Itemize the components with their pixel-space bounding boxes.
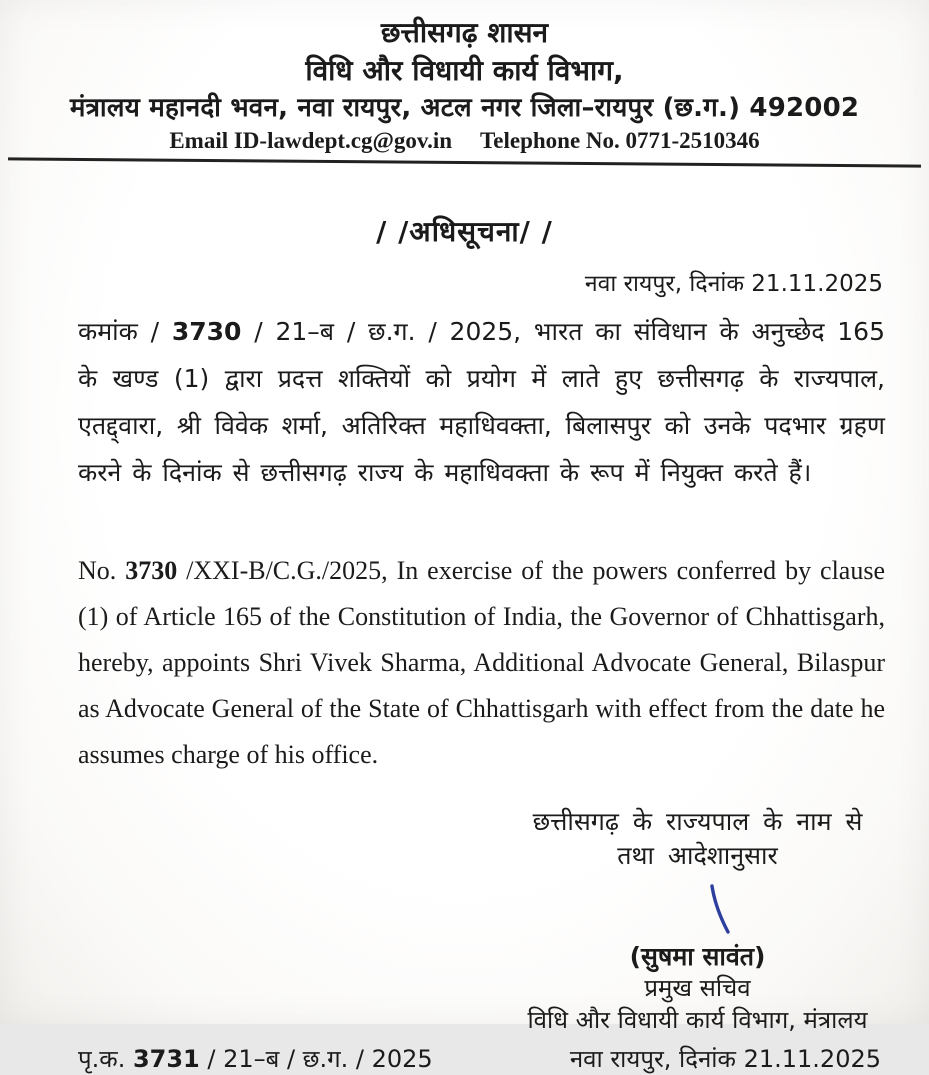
footer-place-date: नवा रायपुर, दिनांक 21.11.2025 <box>569 1045 881 1073</box>
english-ref-prefix: No. <box>78 556 126 585</box>
hindi-body-text: भारत का संविधान के अनुच्छेद 165 के खण्ड (1) द्वारा प्रदत्त शक्तियों को प्रयोग में लाते हुए छत्तीसगढ़ के राज्यपाल, एतद्द्वारा, श्री विवेक शर्मा, अतिरिक्त महाधिवक्ता, बिलासपुर को उनके पदभार ग्रहण करने के दिनांक से छत्तीसगढ़ राज्य के महाधिवक्ता के रूप में नियुक्त करते हैं। <box>78 317 885 487</box>
letterhead <box>0 0 929 156</box>
header-divider <box>8 157 921 167</box>
hindi-paragraph <box>0 308 929 496</box>
authority-line-2: तथा आदेशानुसार <box>617 841 778 870</box>
signature-block <box>505 804 890 1036</box>
email-label: Email ID-lawdept.cg@gov.in <box>169 128 453 153</box>
english-body-text: In exercise of the powers conferred by clause (1) of Article 165 of the Constitution of India, the Governor of Chhattisgarh, hereby, appoints Shri Vivek Sharma, Additional Advocate General, Bilaspur as Advocate General of the State of Chhattisgarh with effect from the date he assumes charge of his office. <box>78 556 886 769</box>
english-ref-suffix: /XXI-B/C.G./2025, <box>177 556 388 585</box>
signature-ink-stroke <box>505 883 890 941</box>
address-line: मंत्रालय महानदी भवन, नवा रायपुर, अटल नगर जिला–रायपुर (छ.ग.) 492002 <box>69 93 860 123</box>
authority-line-1: छत्तीसगढ़ के राज्यपाल के नाम से <box>532 807 863 836</box>
footer-row <box>0 1042 929 1075</box>
endorsement-suffix: / 21–ब / छ.ग. / 2025 <box>199 1045 433 1073</box>
department-name: विधि और विधायी कार्य विभाग, <box>305 54 624 87</box>
notification-title: / /अधिसूचना/ / <box>376 215 553 248</box>
signatory-department: विधि और विधायी कार्य विभाग, मंत्रालय <box>527 1006 868 1034</box>
endorsement-number <box>78 1042 433 1075</box>
contact-line <box>0 126 929 156</box>
signatory-designation: प्रमुख सचिव <box>644 974 751 1002</box>
government-name: छत्तीसगढ़ शासन <box>380 16 549 49</box>
hindi-ref-number: 3730 <box>171 317 242 346</box>
dateline: नवा रायपुर, दिनांक 21.11.2025 <box>584 271 883 297</box>
endorsement-ref-number: 3731 <box>132 1045 200 1073</box>
endorsement-prefix: पृ.क. <box>78 1045 133 1073</box>
english-ref-number: 3730 <box>125 556 178 585</box>
hindi-ref-suffix: / 21–ब / छ.ग. / 2025, <box>241 317 522 346</box>
english-paragraph <box>0 548 929 778</box>
signatory-name: (सुषमा सावंत) <box>629 942 766 971</box>
telephone-label: Telephone No. 0771-2510346 <box>480 128 760 153</box>
hindi-ref-prefix: कमांक / <box>78 317 172 346</box>
